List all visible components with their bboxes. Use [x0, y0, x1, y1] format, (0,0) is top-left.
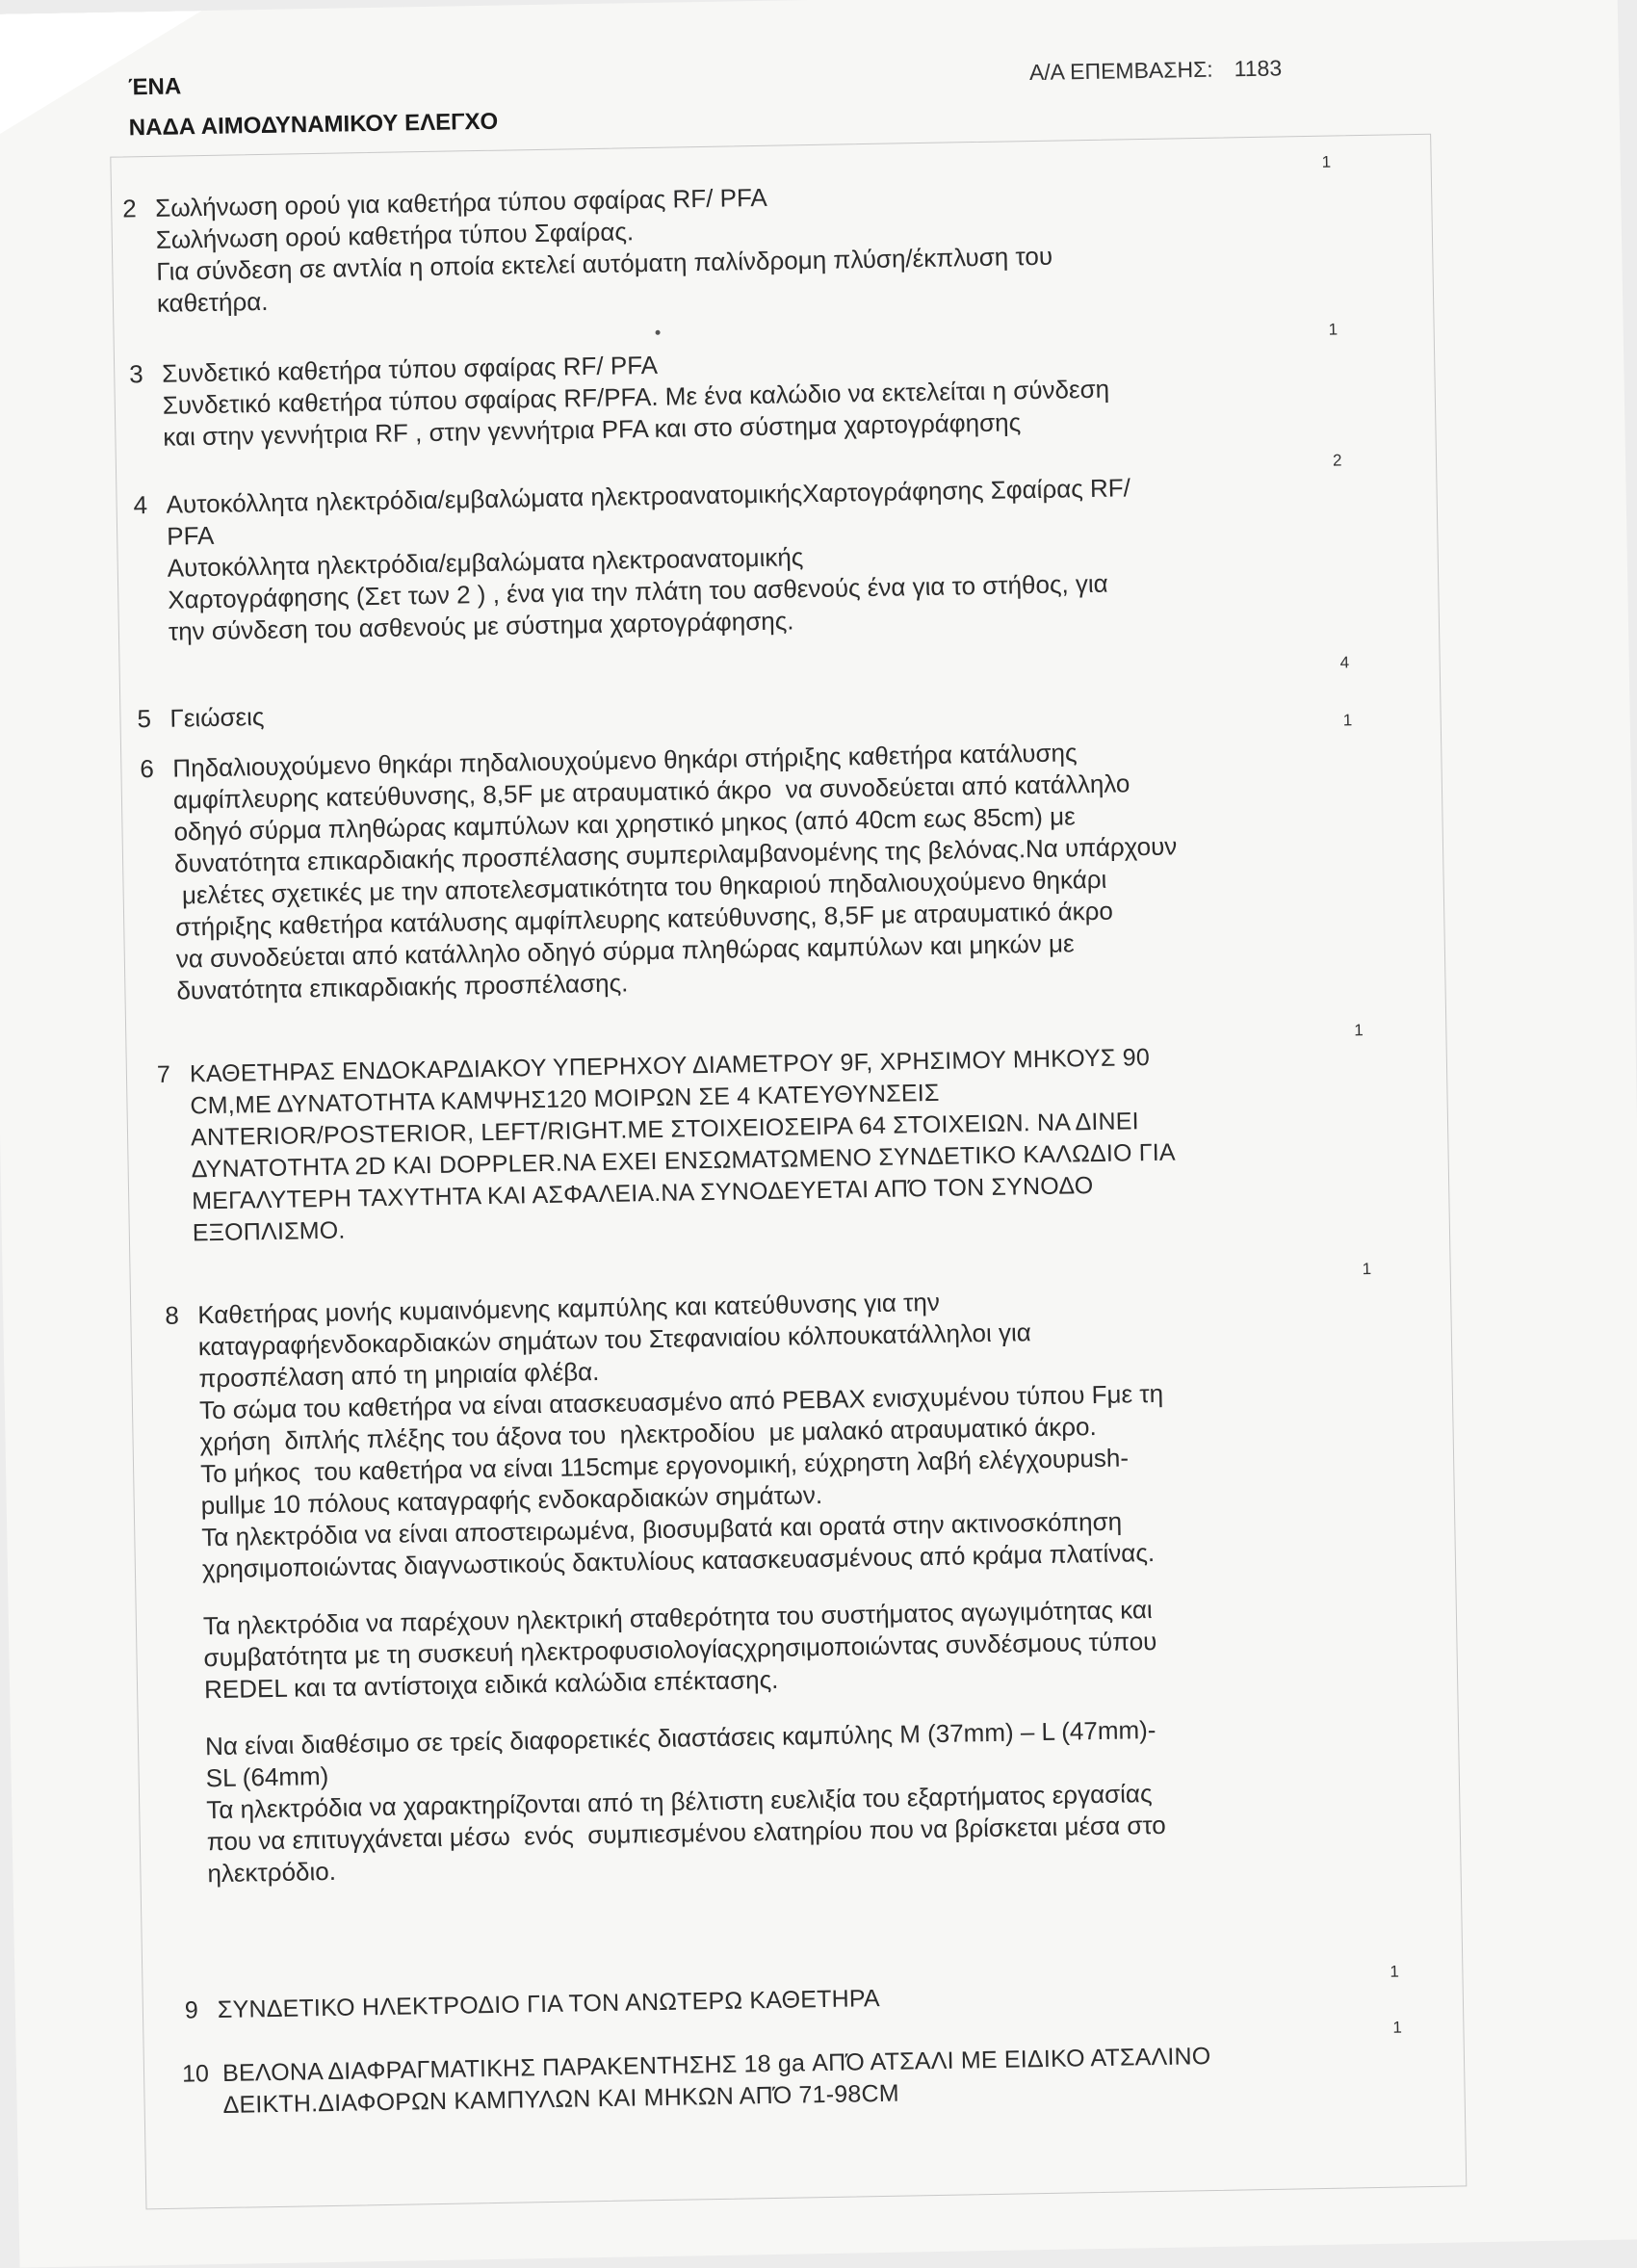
item-quantity: 1 [1392, 2018, 1403, 2037]
item-quantity: 1 [1328, 320, 1338, 339]
item-number: 9 [184, 1996, 199, 2024]
item-paragraph: Τα ηλεκτρόδια να παρέχουν ηλεκτρική σταθερότητα του συστήματος αγωγιμότητας και συμβατότητα με τη συσκευή ηλεκτροφυσιολογίαςχρησιμοποιώντας συνδέσμους τύπου REDEL και τα αντίστοιχα ειδικά καλώδια επέκτασης. [202, 1595, 1157, 1705]
procedure-number-block [1029, 55, 1283, 86]
item-paragraph: Να είναι διαθέσιμο σε τρείς διαφορετικές διαστάσεις καμπύλης M (37mm) – L (47mm)- SL (64mm) Τα ηλεκτρόδια να χαρακτηρίζονται από τη βέλτιστη ευελιξία του εξαρτήματος εργασίας που να επιτυγχάνεται μέσω ενός συμπιεσμένου ελατηρίου που να βρίσκεται μέσα στο ηλεκτρόδιο. [204, 1714, 1166, 1889]
procedure-number-label: Α/Α ΕΠΕΜΒΑΣΗΣ: [1028, 56, 1213, 86]
item-text: Συνδετικό καθετήρα τύπου σφαίρας RF/ PFA Συνδετικό καθετήρα τύπου σφαίρας RF/PFA. Με ένα καλώδιο να εκτελείται η σύνδεση και στην γεννήτρια RF , στην γεννήτρια PFA και στο σύστημα χαρτογράφησης [161, 350, 1110, 452]
list-item [128, 338, 1319, 454]
item-text: Πηδαλιουχούμενο θηκάρι πηδαλιουχούμενο θηκάρι στήριξης καθετήρα κατάλυσης αμφίπλευρης κατεύθυνσης, 8,5F με ατραυματικό άκρο να συνοδεύεται από κατάλληλο οδηγό σύρμα πληθώρας καμπύλων και χρηστικό μηκος (από 40cm εως 85cm) με δυνατότητα επικαρδιακής προσπέλασης συμπεριλαμβανομένης της βελόνας.Να υπάρχουν μελέτες σχετικές με την αποτελεσματικότητα του θηκαριού πηδαλιουχούμενο θηκάρι στήριξης καθετήρα κατάλυσης αμφίπλευρης κατεύθυνσης, 8,5F με ατραυματικό άκρο να συνοδεύεται από κατάλληλο οδηγό σύρμα πληθώρας καμπύλων και μηκών με δυνατότητα επικαρδιακής προσπέλασης. [172, 738, 1178, 1005]
item-text: Σωλήνωση ορού για καθετήρα τύπου σφαίρας RF/ PFA Σωλήνωση ορού καθετήρα τύπου Σφαίρας. Για σύνδεση σε αντλία η οποία εκτελεί αυτόματη παλίνδρομη πλύση/έκπλυση του καθετήρα. [154, 182, 1053, 318]
procedure-number: 1183 [1234, 55, 1283, 82]
list-item [156, 1038, 1353, 1249]
header-line-1: ΈΝΑ [127, 73, 182, 101]
item-number: 7 [156, 1060, 171, 1088]
list-item [165, 1279, 1364, 1890]
item-paragraph: Καθετήρας μονής κυμαινόμενης καμπύλης και κατεύθυνσης για την καταγραφήενδοκαρδιακών σημάτων του Στεφανιαίου κόλπουκατάλληλοι για προσπέλαση από τη μηριαία φλέβα. Το σώμα του καθετήρα να είναι ατασκευασμένο από PEBAX ενισχυμένου τύπου Fμε τη χρήση διπλής πλέξης του άξονα του ηλεκτροδίου με μαλακό ατραυματικό άκρο. Το μήκος του καθετήρα να είναι 115cmμε εργονομική, εύχρηστη λαβή ελέγχουpush- pullμε 10 πόλους καταγραφής ενδοκαρδιακών σημάτων. Τα ηλεκτρόδια να είναι αποστειρωμένα, βιοσυμβατά και ορατά στην ακτινοσκόπηση χρησιμοποιώντας διαγνωστικούς δακτυλίους κατασκευασμένους από κράμα πλατίνας. [197, 1287, 1164, 1584]
item-text: ΚΑΘΕΤΗΡΑΣ ΕΝΔΟΚΑΡΔΙΑΚΟΥ ΥΠΕΡΗΧΟΥ ΔΙΑΜΕΤΡΟΥ 9F, ΧΡΗΣΙΜΟΥ ΜΗΚΟΥΣ 90 CM,ΜΕ ΔΥΝΑΤΟΤΗΤΑ ΚΑΜΨΗΣ120 ΜΟΙΡΩΝ ΣΕ 4 ΚΑΤΕΥΘΥΝΣΕΙΣ ANTERIOR/POSTERIOR, LEFT/RIGHT.ΜΕ ΣΤΟΙΧΕΙΟΣΕΙΡΑ 64 ΣΤΟΙΧΕΙΩΝ. ΝΑ ΔΙΝΕΙ ΔΥΝΑΤΟΤΗΤΑ 2D ΚΑΙ DOPPLER.ΝΑ ΕΧΕΙ ΕΝΣΩΜΑΤΩΜΕΝΟ ΣΥΝΔΕΤΙΚΟ ΚΑΛΩΔΙΟ ΓΙΑ ΜΕΓΑΛΥΤΕΡΗ ΤΑΧΥΤΗΤΑ ΚΑΙ ΑΣΦΑΛΕΙΑ.ΝΑ ΣΥΝΟΔΕΥΕΤΑΙ ΑΠΌ ΤΟΝ ΣΥΝΟΔΟ ΕΞΟΠΛΙΣΜΟ. [189, 1043, 1176, 1247]
item-text: Γειώσεις [169, 701, 265, 733]
scan-speck [656, 330, 661, 335]
item-number: 5 [137, 704, 152, 734]
item-text: Αυτοκόλλητα ηλεκτρόδια/εμβαλώματα ηλεκτροανατομικήςΧαρτογράφησης Σφαίρας RF/ PFA Αυτοκόλλητα ηλεκτρόδια/εμβαλώματα ηλεκτροανατομικής Χαρτογράφησης (Σετ των 2 ) , ένα για την πλάτη του ασθενούς ένα για το στήθος, για την σύνδεση του ασθενούς με σύστημα χαρτογράφησης. [166, 473, 1131, 646]
list-item [137, 696, 556, 735]
item-quantity: 4 [1339, 653, 1350, 672]
item-text: ΒΕΛΟΝΑ ΔΙΑΦΡΑΓΜΑΤΙΚΗΣ ΠΑΡΑΚΕΝΤΗΣΗΣ 18 ga ΑΠΌ ΑΤΣΑΛΙ ΜΕ ΕΙΔΙΚΟ ΑΤΣΑΛΙΝΟ ΔΕΙΚΤΗ.ΔΙΑΦΟΡΩΝ ΚΑΜΠΥΛΩΝ ΚΑΙ ΜΗΚΩΝ ΑΠΌ 71-98CM [221, 2043, 1211, 2119]
item-number: 6 [140, 753, 155, 784]
list-item [121, 172, 1312, 320]
item-quantity: 2 [1332, 451, 1342, 470]
item-quantity: 1 [1362, 1260, 1372, 1279]
document-header [128, 62, 499, 149]
list-item [140, 733, 1341, 1007]
item-text: ΣΥΝΔΕΤΙΚΟ ΗΛΕΚΤΡΟΔΙΟ ΓΙΑ ΤΟΝ ΑΝΩΤΕΡΩ ΚΑΘΕΤΗΡΑ [217, 1985, 880, 2024]
item-number: 10 [181, 2060, 210, 2088]
item-number: 4 [133, 490, 148, 520]
item-number: 3 [128, 359, 143, 389]
item-quantity: 1 [1390, 1962, 1400, 1981]
item-quantity: 1 [1321, 152, 1332, 171]
item-number: 8 [165, 1300, 180, 1330]
item-number: 2 [121, 194, 137, 223]
item-quantity: 1 [1342, 711, 1353, 730]
header-line-2: ΝΑΔΑ ΑΙΜΟΔΥΝΑΜΙΚΟΥ ΕΛΕΓΧΟ [128, 108, 499, 142]
list-item [133, 469, 1334, 648]
item-quantity: 1 [1354, 1021, 1364, 1040]
